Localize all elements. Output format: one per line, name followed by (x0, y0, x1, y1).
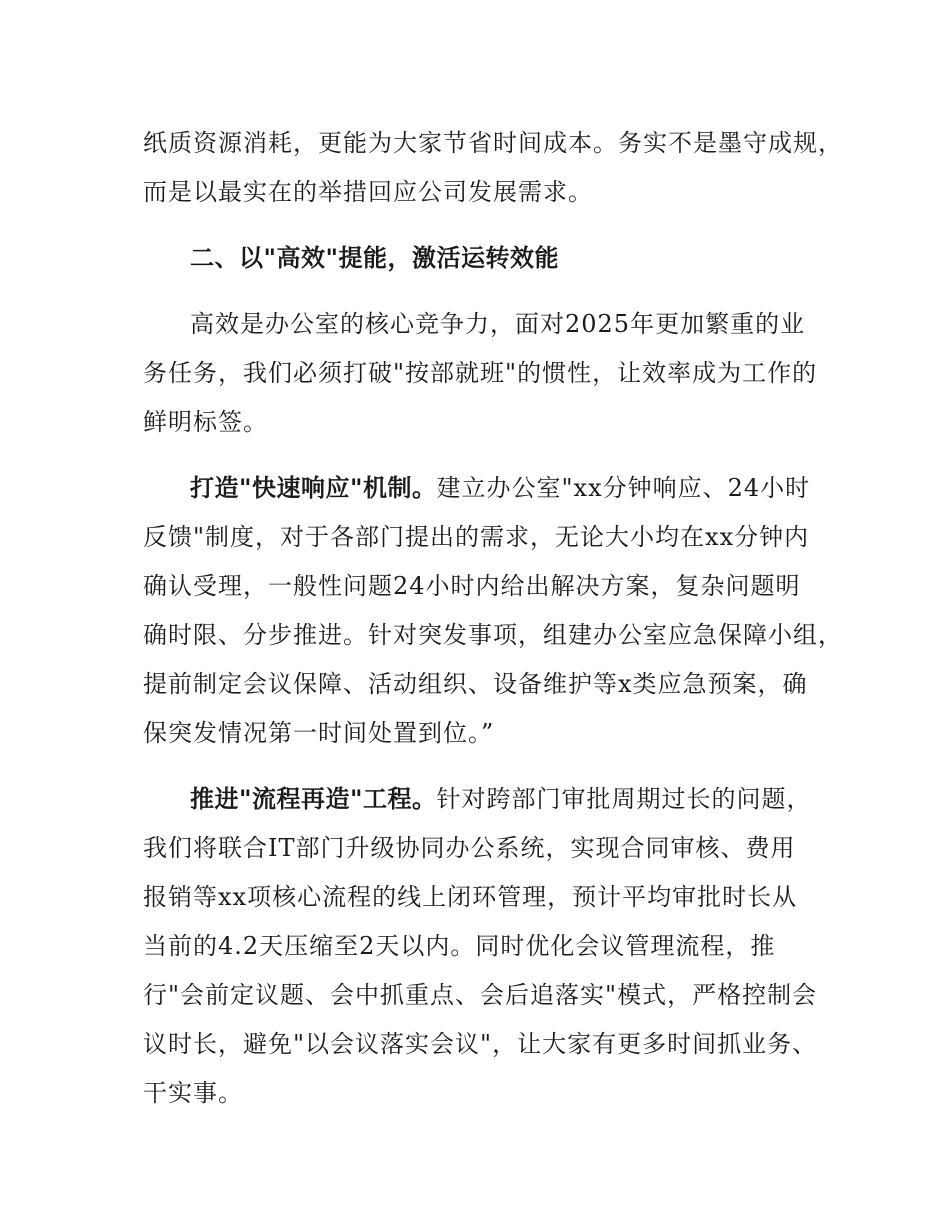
first-line-rest: 针对跨部门审批周期过长的问题， (436, 785, 812, 813)
paragraph-line: 而是以最实在的举措回应公司发展需求。 (143, 178, 593, 206)
paragraph-line: 保突发情况第一时间处置到位。” (143, 719, 495, 747)
paragraph-line: 务任务，我们必须打破"按部就班"的惯性，让效率成为工作的 (143, 359, 818, 387)
paragraph-line: 报销等xx项核心流程的线上闭环管理，预计平均审批时长从 (143, 883, 798, 911)
paragraph-line: 我们将联合IT部门升级协同办公系统，实现合同审核、费用 (143, 834, 796, 862)
section-heading: 二、以"高效"提能，激活运转效能 (190, 244, 560, 272)
paragraph-line: 提前制定会议保障、活动组织、设备维护等x类应急预案，确 (143, 670, 808, 698)
paragraph-line: 确认受理，一般性问题24小时内给出解决方案，复杂问题明 (143, 572, 801, 600)
paragraph-line: 行"会前定议题、会中抓重点、会后追落实"模式，严格控制会 (143, 981, 818, 1009)
bold-lead: 推进"流程再造"工程。 (190, 785, 437, 813)
paragraph-line: 高效是办公室的核心竞争力，面对2025年更加繁重的业 (190, 310, 806, 338)
paragraph-line: 干实事。 (143, 1079, 243, 1107)
first-line-rest: 建立办公室"xx分钟响应、24小时 (436, 474, 811, 502)
paragraph-first-line (190, 473, 810, 503)
paragraph-line: 鲜明标签。 (143, 408, 268, 436)
paragraph-line: 议时长，避免"以会议落实会议"，让大家有更多时间抓业务、 (143, 1030, 818, 1058)
paragraph-line: 当前的4.2天压缩至2天以内。同时优化会议管理流程，推 (143, 932, 776, 960)
paragraph-line: 纸质资源消耗，更能为大家节省时间成本。务实不是墨守成规， (143, 129, 843, 157)
bold-lead: 打造"快速响应"机制。 (190, 474, 437, 502)
paragraph-first-line (190, 784, 812, 814)
paragraph-line: 反馈"制度，对于各部门提出的需求，无论大小均在xx分钟内 (143, 523, 810, 551)
paragraph-line: 确时限、分步推进。针对突发事项，组建办公室应急保障小组， (143, 621, 843, 649)
